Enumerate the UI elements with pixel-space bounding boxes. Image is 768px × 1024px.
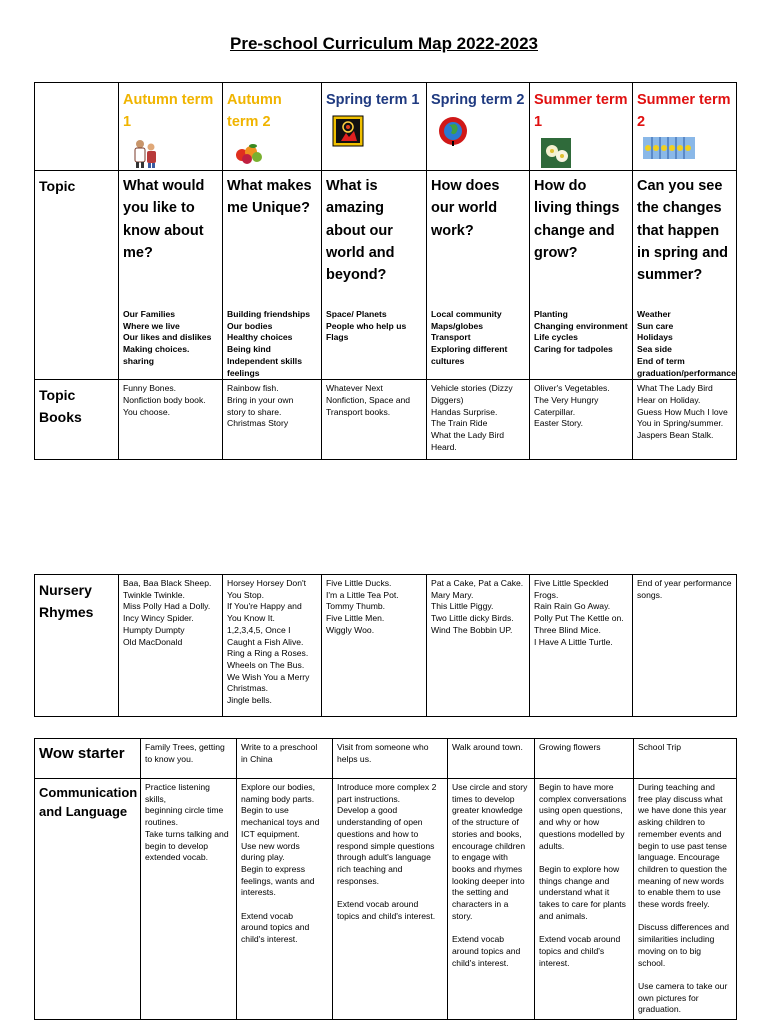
topic-cell xyxy=(223,171,322,380)
communication-cell: During teaching and free play discuss what we have done this year asking children to remember events and begin to use past tense language. Encourage children to question the meaning of new words to enable them to use these words freely. Discuss differences and similarities including moving on to big school. Use camera to take our own pictures for graduation. xyxy=(634,779,737,1020)
nursery-rhymes-cell: Five Little Speckled Frogs. Rain Rain Go Away. Polly Put The Kettle on. Three Blind Mice. I Have A Little Turtle. xyxy=(530,575,633,717)
nursery-rhymes-cell: Pat a Cake, Pat a Cake. Mary Mary. This Little Piggy. Two Little dicky Birds. Wind The Bobbin UP. xyxy=(427,575,530,717)
topic-books-cell: What The Lady Bird Hear on Holiday. Guess How Much I love You in Spring/summer. Jaspers Bean Stalk. xyxy=(633,380,737,460)
topic-cell xyxy=(633,171,737,380)
communication-cell: Use circle and story times to develop greater knowledge of the structure of stories and books, encourage children to engage with books and rhymes looking deeper into the setting and characters in a story. Extend vocab around topics and child's interest. xyxy=(448,779,535,1020)
curriculum-table-top xyxy=(34,82,737,460)
topic-details: Planting Changing environment Life cycles Caring for tadpoles xyxy=(534,309,628,355)
topic-question: How do living things change and grow? xyxy=(534,178,620,261)
term-header-spring-1 xyxy=(322,83,427,171)
topic-question: How does our world work? xyxy=(431,178,500,239)
term-label: Summer term 2 xyxy=(637,92,731,130)
row-header-topic-books: Topic Books xyxy=(35,380,119,460)
page-title: Pre-school Curriculum Map 2022-2023 xyxy=(229,34,538,53)
topic-books-cell: Oliver's Vegetables. The Very Hungry Caterpillar. Easter Story. xyxy=(530,380,633,460)
nursery-rhymes-cell: End of year performance songs. xyxy=(633,575,737,717)
communication-cell: Begin to have more complex conversations using open questions, and why or how questions modelled by adults. Begin to explore how things change and understand what it takes to care for plants and animals. Extend vocab around topics and child's interest. xyxy=(535,779,634,1020)
topic-details: Our Families Where we live Our likes and dislikes Making choices. sharing xyxy=(123,309,212,366)
term-label: Autumn term 2 xyxy=(227,92,282,130)
nursery-rhymes-cell: Baa, Baa Black Sheep. Twinkle Twinkle. Miss Polly Had a Dolly. Incy Wincy Spider. Humpty Dumpty Old MacDonald xyxy=(119,575,223,717)
communication-cell: Practice listening skills, beginning circle time routines. Take turns talking and begin to develop extended vocab. xyxy=(141,779,237,1020)
fruit-icon xyxy=(233,137,265,169)
wow-starter-cell: Write to a preschool in China xyxy=(237,739,333,779)
wow-starter-cell: Family Trees, getting to know you. xyxy=(141,739,237,779)
row-header-topic: Topic xyxy=(35,171,119,380)
topic-details: Building friendships Our bodies Healthy choices Being kind Independent skills feelings xyxy=(227,309,311,378)
row-header-nursery-rhymes: Nursery Rhymes xyxy=(35,575,119,717)
term-label: Autumn term 1 xyxy=(123,92,214,130)
wow-starter-cell: Visit from someone who helps us. xyxy=(333,739,448,779)
topic-question: What would you like to know about me? xyxy=(123,178,205,261)
wow-starter-cell: Walk around town. xyxy=(448,739,535,779)
nursery-rhymes-cell: Horsey Horsey Don't You Stop. If You're Happy and You Know It. 1,2,3,4,5, Once I Caught a Fish Alive. Ring a Ring a Roses. Wheels on The Bus. We Wish You a Merry Christmas. Jingle bells. xyxy=(223,575,322,717)
topic-books-cell: Whatever Next Nonfiction, Space and Transport books. xyxy=(322,380,427,460)
topic-details: Space/ Planets People who help us Flags xyxy=(326,309,407,343)
row-header-wow-starter: Wow starter xyxy=(35,739,141,779)
term-header-summer-2 xyxy=(633,83,737,171)
topic-books-cell: Rainbow fish. Bring in your own story to share. Christmas Story xyxy=(223,380,322,460)
communication-cell: Explore our bodies, naming body parts. Begin to use mechanical toys and ICT equipment. Use new words during play. Begin to express feelings, wants and interests. Extend vocab around topics and child's interest. xyxy=(237,779,333,1020)
activities-table xyxy=(34,738,737,1020)
wow-starter-cell: Growing flowers xyxy=(535,739,634,779)
term-label: Spring term 2 xyxy=(431,92,525,108)
topic-question: Can you see the changes that happen in spring and summer? xyxy=(637,178,729,284)
row-header-communication-language: Communication and Language xyxy=(35,779,141,1020)
wow-starter-cell: School Trip xyxy=(634,739,737,779)
term-header-summer-1 xyxy=(530,83,633,171)
flower-icon xyxy=(540,137,572,169)
family-icon xyxy=(129,137,161,169)
communication-cell: Introduce more complex 2 part instructions. Develop a good understanding of open questions and how to respond simple questions through adult's language rich teaching and responses. Extend vocab around topics and child's interest. xyxy=(333,779,448,1020)
topic-question: What is amazing about our world and beyond? xyxy=(326,178,395,284)
nursery-rhymes-cell: Five Little Ducks. I'm a Little Tea Pot. Tommy Thumb. Five Little Men. Wiggly Woo. xyxy=(322,575,427,717)
term-label: Summer term 1 xyxy=(534,92,628,130)
term-header-autumn-2 xyxy=(223,83,322,171)
topic-details: Weather Sun care Holidays Sea side End of term graduation/performance xyxy=(637,309,736,378)
topic-cell xyxy=(119,171,223,380)
topic-details: Local community Maps/globes Transport Exploring different cultures xyxy=(431,309,508,366)
topic-books-cell: Vehicle stories (Dizzy Diggers) Handas Surprise. The Train Ride What the Lady Bird Heard. xyxy=(427,380,530,460)
sun-banner-icon xyxy=(643,137,695,159)
globe-icon xyxy=(437,115,469,147)
topic-cell xyxy=(322,171,427,380)
corner-cell xyxy=(35,83,119,171)
term-header-spring-2 xyxy=(427,83,530,171)
topic-question: What makes me Unique? xyxy=(227,178,312,217)
nursery-rhymes-table xyxy=(34,574,737,717)
term-header-autumn-1 xyxy=(119,83,223,171)
topic-cell xyxy=(427,171,530,380)
term-label: Spring term 1 xyxy=(326,92,420,108)
space-icon xyxy=(332,115,364,147)
topic-books-cell: Funny Bones. Nonfiction body book. You choose. xyxy=(119,380,223,460)
topic-cell xyxy=(530,171,633,380)
